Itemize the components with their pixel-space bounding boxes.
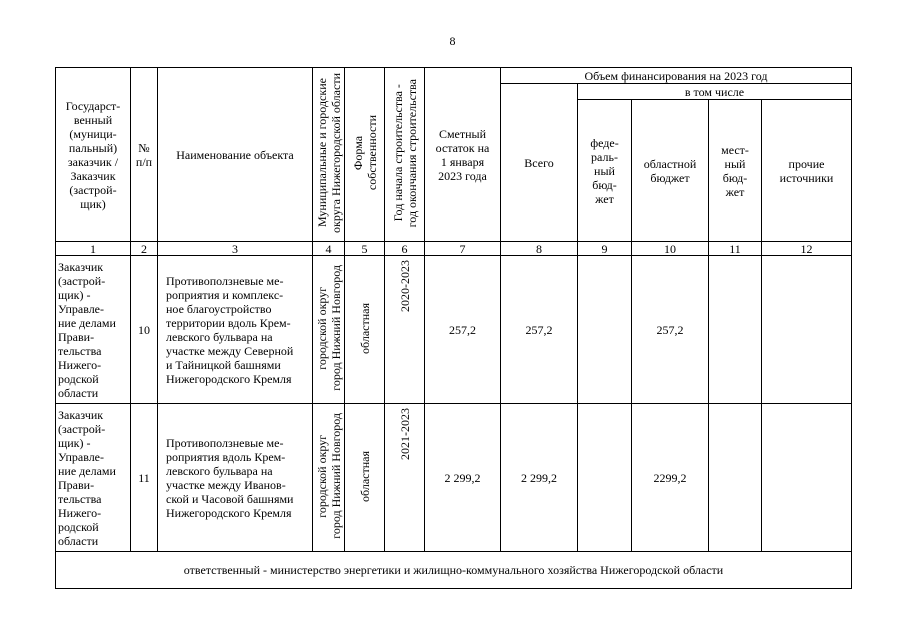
header-funding-volume: Объем финансирования на 2023 год [501,68,852,84]
row-other [762,256,852,404]
column-number: 6 [385,242,425,256]
row-number: 11 [131,404,158,552]
header-total: Всего [501,84,578,242]
header-other: прочие источники [762,100,852,242]
row-estimated-balance: 257,2 [425,256,501,404]
row-total: 257,2 [501,256,578,404]
responsible-footer: ответственный - министерство энергетики и жилищно-коммунального хозяйства Нижегородской области [56,552,852,589]
column-number: 5 [345,242,385,256]
row-regional: 2299,2 [632,404,709,552]
header-including: в том числе [578,84,852,100]
column-number: 2 [131,242,158,256]
row-ownership: областная [345,404,385,552]
header-municipality: Муниципальные и городские округа Нижегородской области [313,68,345,242]
column-number: 7 [425,242,501,256]
header-number: № п/п [131,68,158,242]
header-regional: областной бюджет [632,100,709,242]
row-object-name: Противоползневые ме- роприятия и комплекс- ное благоустройство территории вдоль Крем- левского бульвара на участке между Северной и Тайницкой башнями Нижегородского Кремля [158,256,313,404]
column-number: 10 [632,242,709,256]
column-numbers-row [56,242,852,256]
row-total: 2 299,2 [501,404,578,552]
header-object-name: Наименование объекта [158,68,313,242]
header-federal: феде- раль- ный бюд- жет [578,100,632,242]
column-number: 1 [56,242,131,256]
row-years: 2020-2023 [385,256,425,404]
row-regional: 257,2 [632,256,709,404]
row-number: 10 [131,256,158,404]
header-local: мест- ный бюд- жет [709,100,762,242]
row-estimated-balance: 2 299,2 [425,404,501,552]
row-years: 2021-2023 [385,404,425,552]
header-ownership: Форма собственности [345,68,385,242]
row-municipality: городской округ город Нижний Новгород [313,404,345,552]
header-customer: Государст- венный (муници- пальный) заказчик / Заказчик (застрой- щик) [56,68,131,242]
financing-table [55,67,852,589]
row-customer: Заказчик (застрой- щик) - Управле- ние делами Прави- тельства Нижего- родской области [56,404,131,552]
row-object-name: Противоползневые ме- роприятия вдоль Крем- левского бульвара на участке между Иванов- ской и Часовой башнями Нижегородского Кремля [158,404,313,552]
header-estimated-balance: Сметный остаток на 1 января 2023 года [425,68,501,242]
column-number: 11 [709,242,762,256]
row-local [709,256,762,404]
table-row [56,404,852,552]
row-ownership: областная [345,256,385,404]
row-customer: Заказчик (застрой- щик) - Управле- ние делами Прави- тельства Нижего- родской области [56,256,131,404]
column-number: 4 [313,242,345,256]
row-local [709,404,762,552]
column-number: 9 [578,242,632,256]
page-number: 8 [449,34,456,48]
table-row [56,256,852,404]
header-years: Год начала строительства - год окончания строительства [385,68,425,242]
column-number: 3 [158,242,313,256]
row-other [762,404,852,552]
row-federal [578,256,632,404]
column-number: 12 [762,242,852,256]
row-municipality: городской округ город Нижний Новгород [313,256,345,404]
column-number: 8 [501,242,578,256]
row-federal [578,404,632,552]
